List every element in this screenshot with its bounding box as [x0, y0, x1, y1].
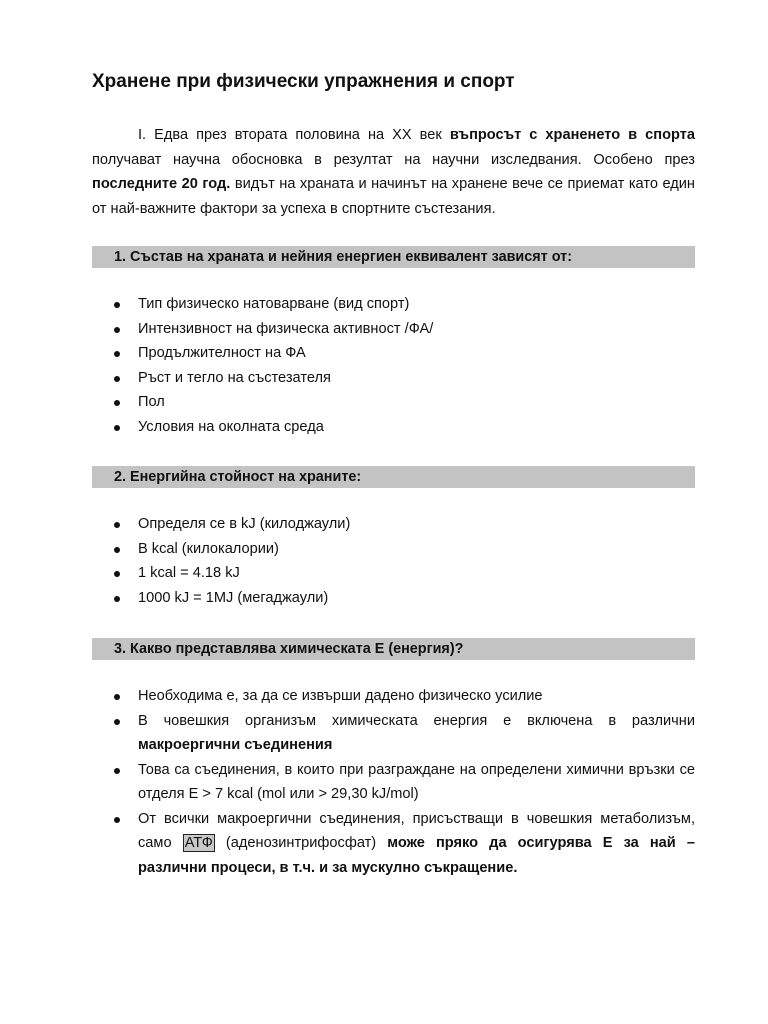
- bullet-icon: [114, 817, 120, 823]
- bullet-icon: [114, 400, 120, 406]
- list-item-text: (аденозинтрифосфат): [214, 835, 388, 851]
- list-item-bold-text: може пряко да осигурява Е за най – различни процеси, в т.ч. и за мускулно съкращение.: [138, 835, 695, 876]
- section-heading-2: 2. Енергийна стойност на храните:: [92, 466, 695, 488]
- bullet-icon: [114, 694, 120, 700]
- list-item: [92, 366, 695, 391]
- intro-text-2: получават научна обосновка в резултат на научни изследвания. Особено през: [92, 151, 695, 168]
- list-item-text: 1 kcal = 4.18 kJ: [138, 565, 240, 581]
- list-item-text: Интензивност на физическа активност /ФА/: [138, 320, 434, 337]
- bullet-icon: [114, 719, 120, 725]
- intro-bold-1: въпросът с храненето в спорта: [449, 127, 696, 143]
- list-item-text: Това са съединения, в които при разграждане на определени химични връзки се отделя Е > 7 kcal (mol или > 29,30 kJ/mol): [138, 761, 695, 802]
- list-item: [92, 537, 695, 562]
- intro-text-3: видът на храната и начинът на хранене вече се приемат като един от най-важните фактори за успеха в спортните състезания.: [92, 176, 695, 217]
- section-3-list: [92, 684, 695, 880]
- list-item: [92, 390, 695, 415]
- intro-text-1: I. Едва през втората половина на XX век: [138, 127, 450, 143]
- list-item-text: В kcal (килокалории): [138, 540, 279, 557]
- list-item-text: От всички макроергични съединения, присъстващи в човешкия метаболизъм, само: [138, 810, 695, 851]
- section-2-list: [92, 512, 695, 610]
- intro-paragraph: [92, 123, 695, 221]
- list-item-text: Тип физическо натоварване (вид спорт): [138, 296, 410, 312]
- list-item: [92, 512, 695, 537]
- list-item-text: Определя се в kJ (килоджаули): [138, 516, 351, 532]
- bullet-icon: [114, 327, 120, 333]
- list-item-text: Продължителност на ФА: [138, 345, 306, 361]
- list-item-text: Условия на околната среда: [138, 418, 324, 435]
- document-page: [92, 68, 695, 880]
- list-item-text: В човешкия организъм химическата енергия е включена в различни: [138, 712, 695, 729]
- list-item: [92, 317, 695, 342]
- section-1-list: [92, 292, 695, 439]
- bullet-icon: [114, 302, 120, 308]
- bullet-icon: [114, 571, 120, 577]
- list-item: [92, 684, 695, 709]
- list-item: [92, 758, 695, 807]
- bullet-icon: [114, 522, 120, 528]
- list-item-text: 1000 kJ = 1MJ (мегаджаули): [138, 589, 329, 606]
- bullet-icon: [114, 547, 120, 553]
- list-item: [92, 586, 695, 611]
- list-item: [92, 415, 695, 440]
- bullet-icon: [114, 768, 120, 774]
- list-item-text: Пол: [138, 394, 165, 410]
- section-heading-3: 3. Какво представлява химическата Е (енергия)?: [92, 638, 695, 660]
- list-item-bold-text: макроергични съединения: [138, 737, 333, 753]
- section-heading-1: 1. Състав на храната и нейния енергиен еквивалент зависят от:: [92, 246, 695, 268]
- list-item: [92, 341, 695, 366]
- list-item-text: Необходима е, за да се извърши дадено физическо усилие: [138, 688, 543, 704]
- list-item: [92, 561, 695, 586]
- document-title: Хранене при физически упражнения и спорт: [92, 71, 515, 92]
- bullet-icon: [114, 596, 120, 602]
- list-item: [92, 709, 695, 758]
- bullet-icon: [114, 425, 120, 431]
- list-item-text: Ръст и тегло на състезателя: [138, 369, 331, 386]
- atp-highlight: АТФ: [184, 835, 213, 851]
- list-item: [92, 807, 695, 881]
- bullet-icon: [114, 351, 120, 357]
- bullet-icon: [114, 376, 120, 382]
- intro-bold-2: последните 20 год.: [92, 176, 231, 192]
- list-item: [92, 292, 695, 317]
